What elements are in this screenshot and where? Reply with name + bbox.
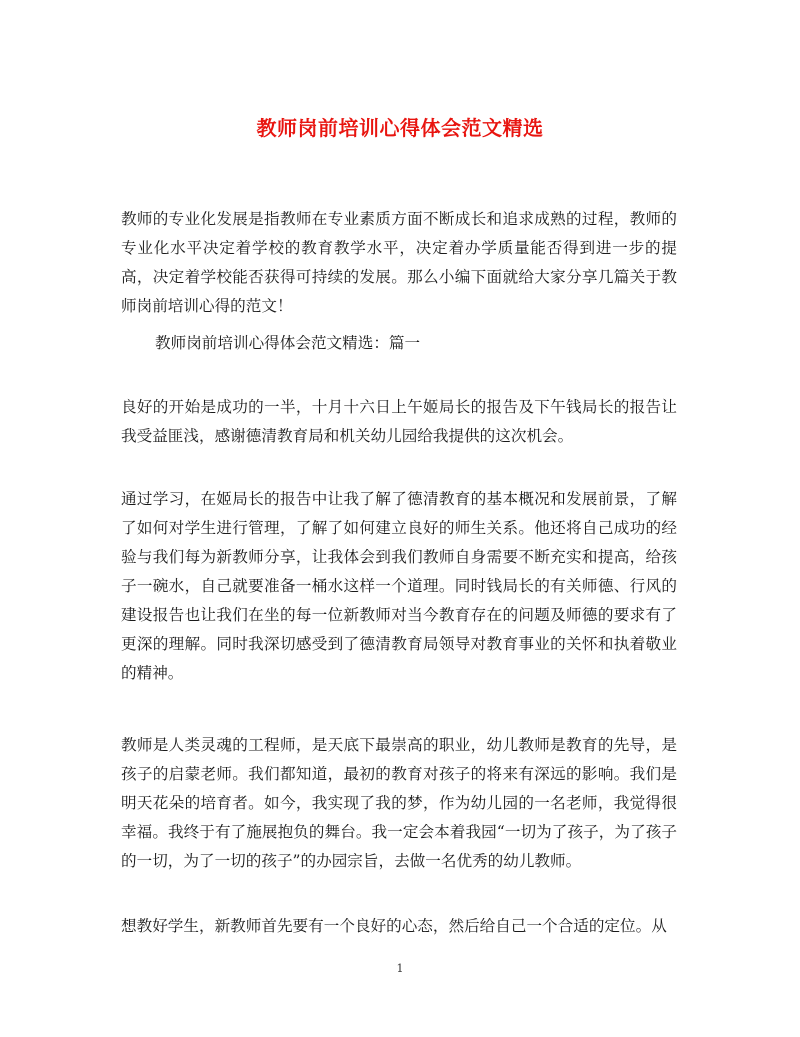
paragraph-2: 通过学习，在姬局长的报告中让我了解了德清教育的基本概况和发展前景，了解了如何对学生进行管理，了解了如何建立良好的师生关系。他还将自己成功的经验与我们每为新教师分享，让我体会到我们教师自身需要不断充实和提高，给孩子一碗水，自己就要准备一桶水这样一个道理。同时钱局长的有关师德、行风的建设报告也让我们在坐的每一位新教师对当今教育存在的问题及师德的要求有了更深的理解。同时我深切感受到了德清教育局领导对教育事业的关怀和执着敬业的精神。	[121, 490, 677, 682]
paragraph-1: 良好的开始是成功的一半，十月十六日上午姬局长的报告及下午钱局长的报告让我受益匪浅，感谢德清教育局和机关幼儿园给我提供的这次机会。	[121, 398, 677, 445]
page-number: 1	[396, 962, 404, 975]
intro-paragraph: 教师的专业化发展是指教师在专业素质方面不断成长和追求成熟的过程，教师的专业化水平决定着学校的教育教学水平，决定着办学质量能否得到进一步的提高，决定着学校能否获得可持续的发展。那么小编下面就给大家分享几篇关于教师岗前培训心得的范文！	[121, 210, 677, 315]
document-title: 教师岗前培训心得体会范文精选	[256, 116, 544, 140]
paragraph-4: 想教好学生，新教师首先要有一个良好的心态，然后给自己一个合适的定位。从	[121, 917, 667, 935]
section-subtitle: 教师岗前培训心得体会范文精选：篇一	[155, 334, 421, 352]
paragraph-3: 教师是人类灵魂的工程师，是天底下最崇高的职业，幼儿教师是教育的先导，是孩子的启蒙老师。我们都知道，最初的教育对孩子的将来有深远的影响。我们是明天花朵的培育者。如今，我实现了我的梦，作为幼儿园的一名老师，我觉得很幸福。我终于有了施展抱负的舞台。我一定会本着我园“一切为了孩子，为了孩子的一切，为了一切的孩子”的办园宗旨，去做一名优秀的幼儿教师。	[121, 736, 677, 870]
